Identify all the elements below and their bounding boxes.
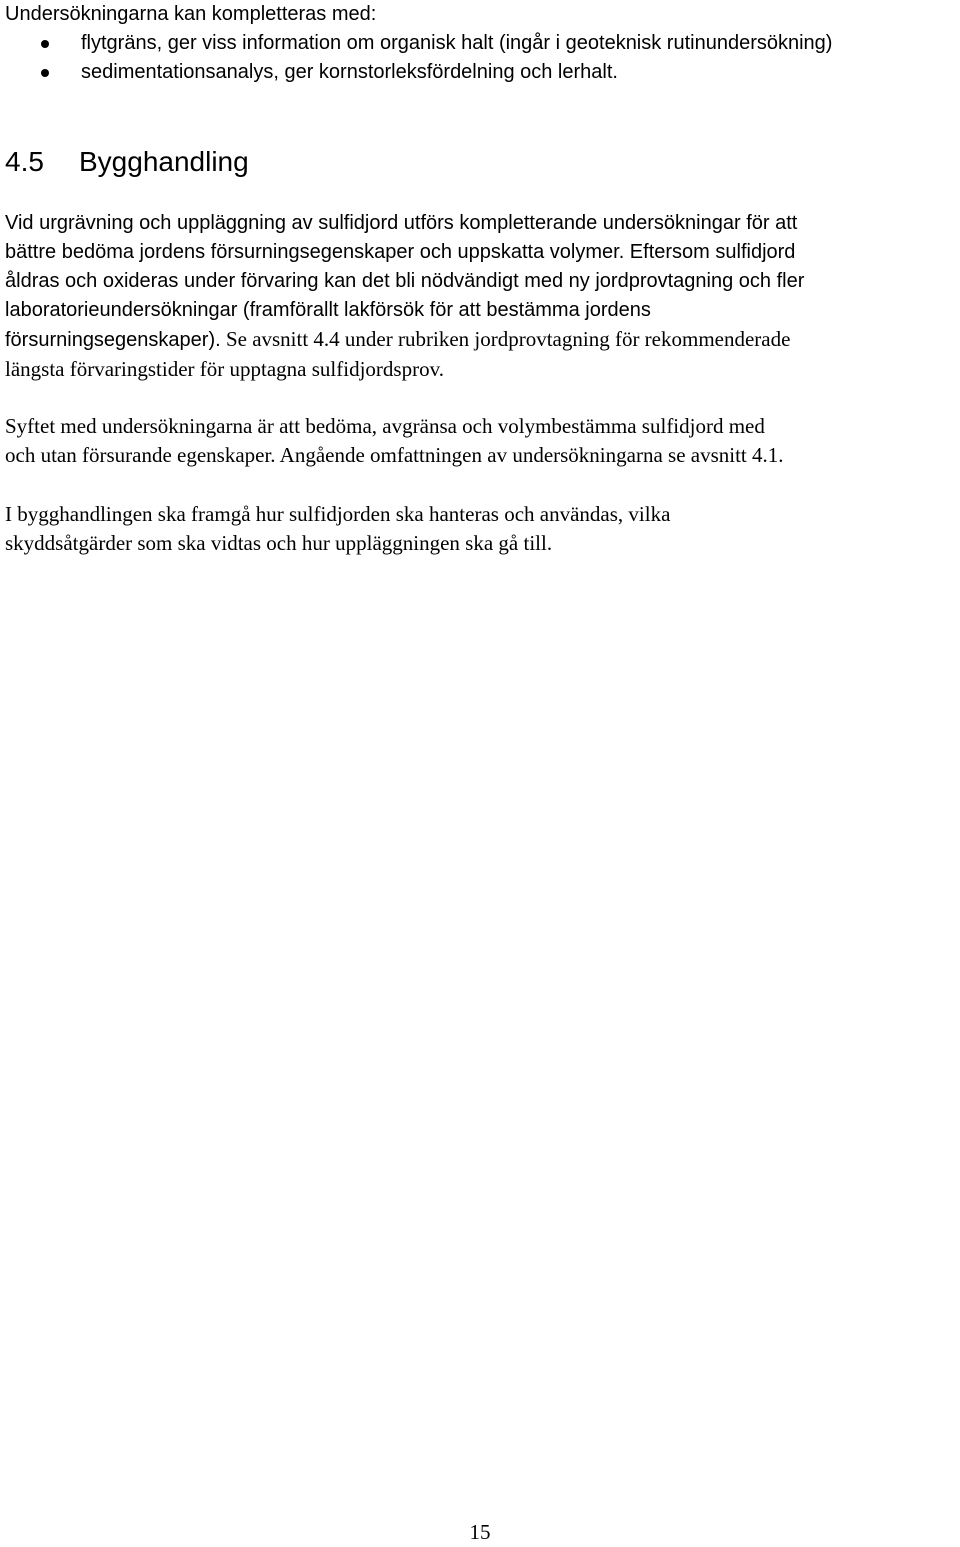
paragraph-1 [5, 209, 955, 384]
paragraph-line: bättre bedöma jordens försurningsegenskaper och uppskatta volymer. Eftersom sulfidjord [5, 241, 796, 263]
section-number: 4.5 [5, 146, 44, 177]
paragraph-text: försurningsegenskaper). [5, 329, 221, 351]
paragraph-line: och utan försurande egenskaper. Angående omfattningen av undersökningarna se avsnitt 4.1. [5, 443, 784, 467]
paragraph-line: skyddsåtgärder som ska vidtas och hur uppläggningen ska gå till. [5, 531, 553, 555]
paragraph-3 [5, 500, 955, 558]
paragraph-line-mixed [5, 325, 955, 355]
paragraph-line: Vid urgrävning och uppläggning av sulfidjord utförs kompletterande undersökningar för att [5, 212, 798, 234]
paragraph-line: längsta förvaringstider för upptagna sulfidjordsprov. [5, 357, 444, 381]
intro-block [5, 0, 955, 87]
bullet-icon [41, 40, 49, 48]
bullet-text: flytgräns, ger viss information om organisk halt (ingår i geoteknisk rutinundersökning) [81, 32, 833, 54]
intro-lead: Undersökningarna kan kompletteras med: [5, 3, 377, 25]
page-number: 15 [469, 1520, 491, 1544]
list-item [5, 58, 955, 87]
section-title: Bygghandling [79, 146, 249, 177]
paragraph-text: Se avsnitt 4.4 under rubriken jordprovtagning för rekommenderade [220, 327, 791, 351]
list-item [5, 29, 955, 58]
paragraph-2 [5, 412, 955, 470]
bullet-text: sedimentationsanalys, ger kornstorleksfördelning och lerhalt. [81, 61, 618, 83]
bullet-icon [41, 69, 49, 77]
section-heading [5, 144, 955, 180]
bullet-list [5, 29, 955, 87]
paragraph-line: I bygghandlingen ska framgå hur sulfidjorden ska hanteras och användas, vilka [5, 502, 671, 526]
paragraph-line: laboratorieundersökningar (framförallt lakförsök för att bestämma jordens [5, 299, 651, 321]
paragraph-line: åldras och oxideras under förvaring kan det bli nödvändigt med ny jordprovtagning och fler [5, 270, 805, 292]
paragraph-line: Syftet med undersökningarna är att bedöma, avgränsa och volymbestämma sulfidjord med [5, 414, 765, 438]
